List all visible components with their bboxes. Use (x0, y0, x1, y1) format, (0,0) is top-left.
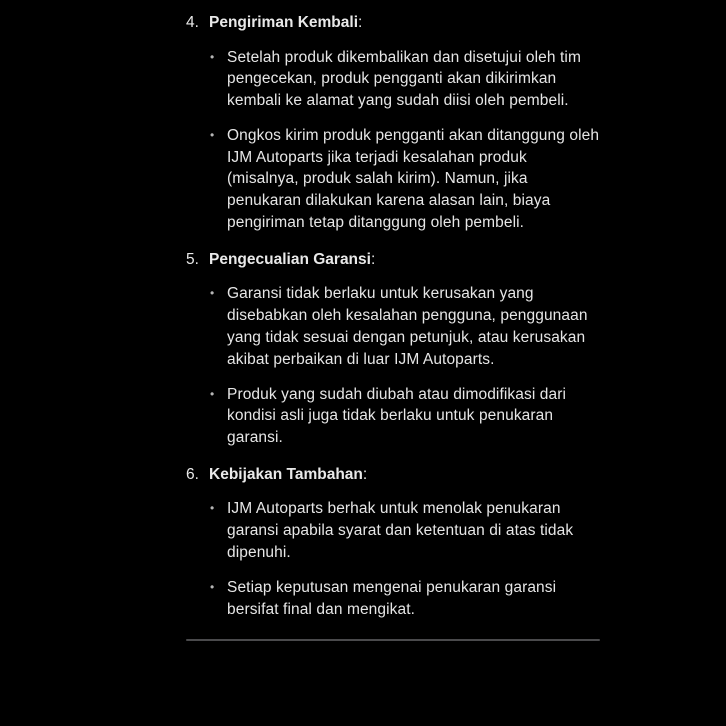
section-title-bold: Pengecualian Garansi (209, 250, 371, 268)
section-heading (186, 464, 600, 486)
section-title-suffix: : (362, 465, 368, 483)
section-number: 5. (186, 250, 199, 268)
bullet-text: Ongkos kirim produk pengganti akan ditanggung oleh IJM Autoparts jika terjadi kesalahan produk (misalnya, produk salah kirim). Namun, jika penukaran dilakukan karena alasan lain, biaya pengiriman tetap ditanggung oleh pembeli. (227, 126, 600, 232)
bullet-icon: • (210, 286, 215, 301)
section-title-bold: Pengiriman Kembali (209, 14, 359, 31)
bullet-icon: • (210, 386, 215, 401)
bullet-icon: • (210, 127, 215, 142)
bottom-divider (186, 639, 600, 641)
bullet-item (210, 125, 600, 234)
bullet-item (210, 384, 600, 449)
section-heading (186, 249, 600, 271)
section-title (209, 12, 362, 34)
bullet-icon: • (210, 579, 215, 594)
section-title-suffix: : (370, 250, 376, 268)
bullet-item (210, 498, 600, 563)
section-title-suffix: : (358, 14, 363, 31)
bullet-icon: • (210, 49, 215, 64)
bullet-icon: • (210, 501, 215, 516)
bullet-text: Produk yang sudah diubah atau dimodifikasi dari kondisi asli juga tidak berlaku untuk penukaran garansi. (227, 385, 567, 447)
bullet-item (210, 283, 600, 370)
bullet-text: Garansi tidak berlaku untuk kerusakan yang disebabkan oleh kesalahan pengguna, penggunaan yang tidak sesuai dengan petunjuk, atau kerusakan akibat perbaikan di luar IJM Autoparts. (227, 285, 588, 368)
section-number: 4. (186, 14, 199, 31)
policy-document (186, 6, 600, 641)
bullet-text: IJM Autoparts berhak untuk menolak penukaran garansi apabila syarat dan ketentuan di atas tidak dipenuhi. (227, 500, 574, 562)
bullet-text: Setelah produk dikembalikan dan disetujui oleh tim pengecekan, produk pengganti akan dikirimkan kembali ke alamat yang sudah diisi oleh pembeli. (227, 48, 581, 110)
section-number: 6. (186, 465, 199, 483)
section-title-bold: Kebijakan Tambahan (209, 465, 363, 483)
section-title (209, 249, 375, 271)
section-heading (186, 12, 600, 34)
bullet-item (210, 47, 600, 112)
bullet-text: Setiap keputusan mengenai penukaran garansi bersifat final dan mengikat. (227, 578, 557, 618)
bullet-item (210, 577, 600, 621)
section-title (209, 464, 367, 486)
